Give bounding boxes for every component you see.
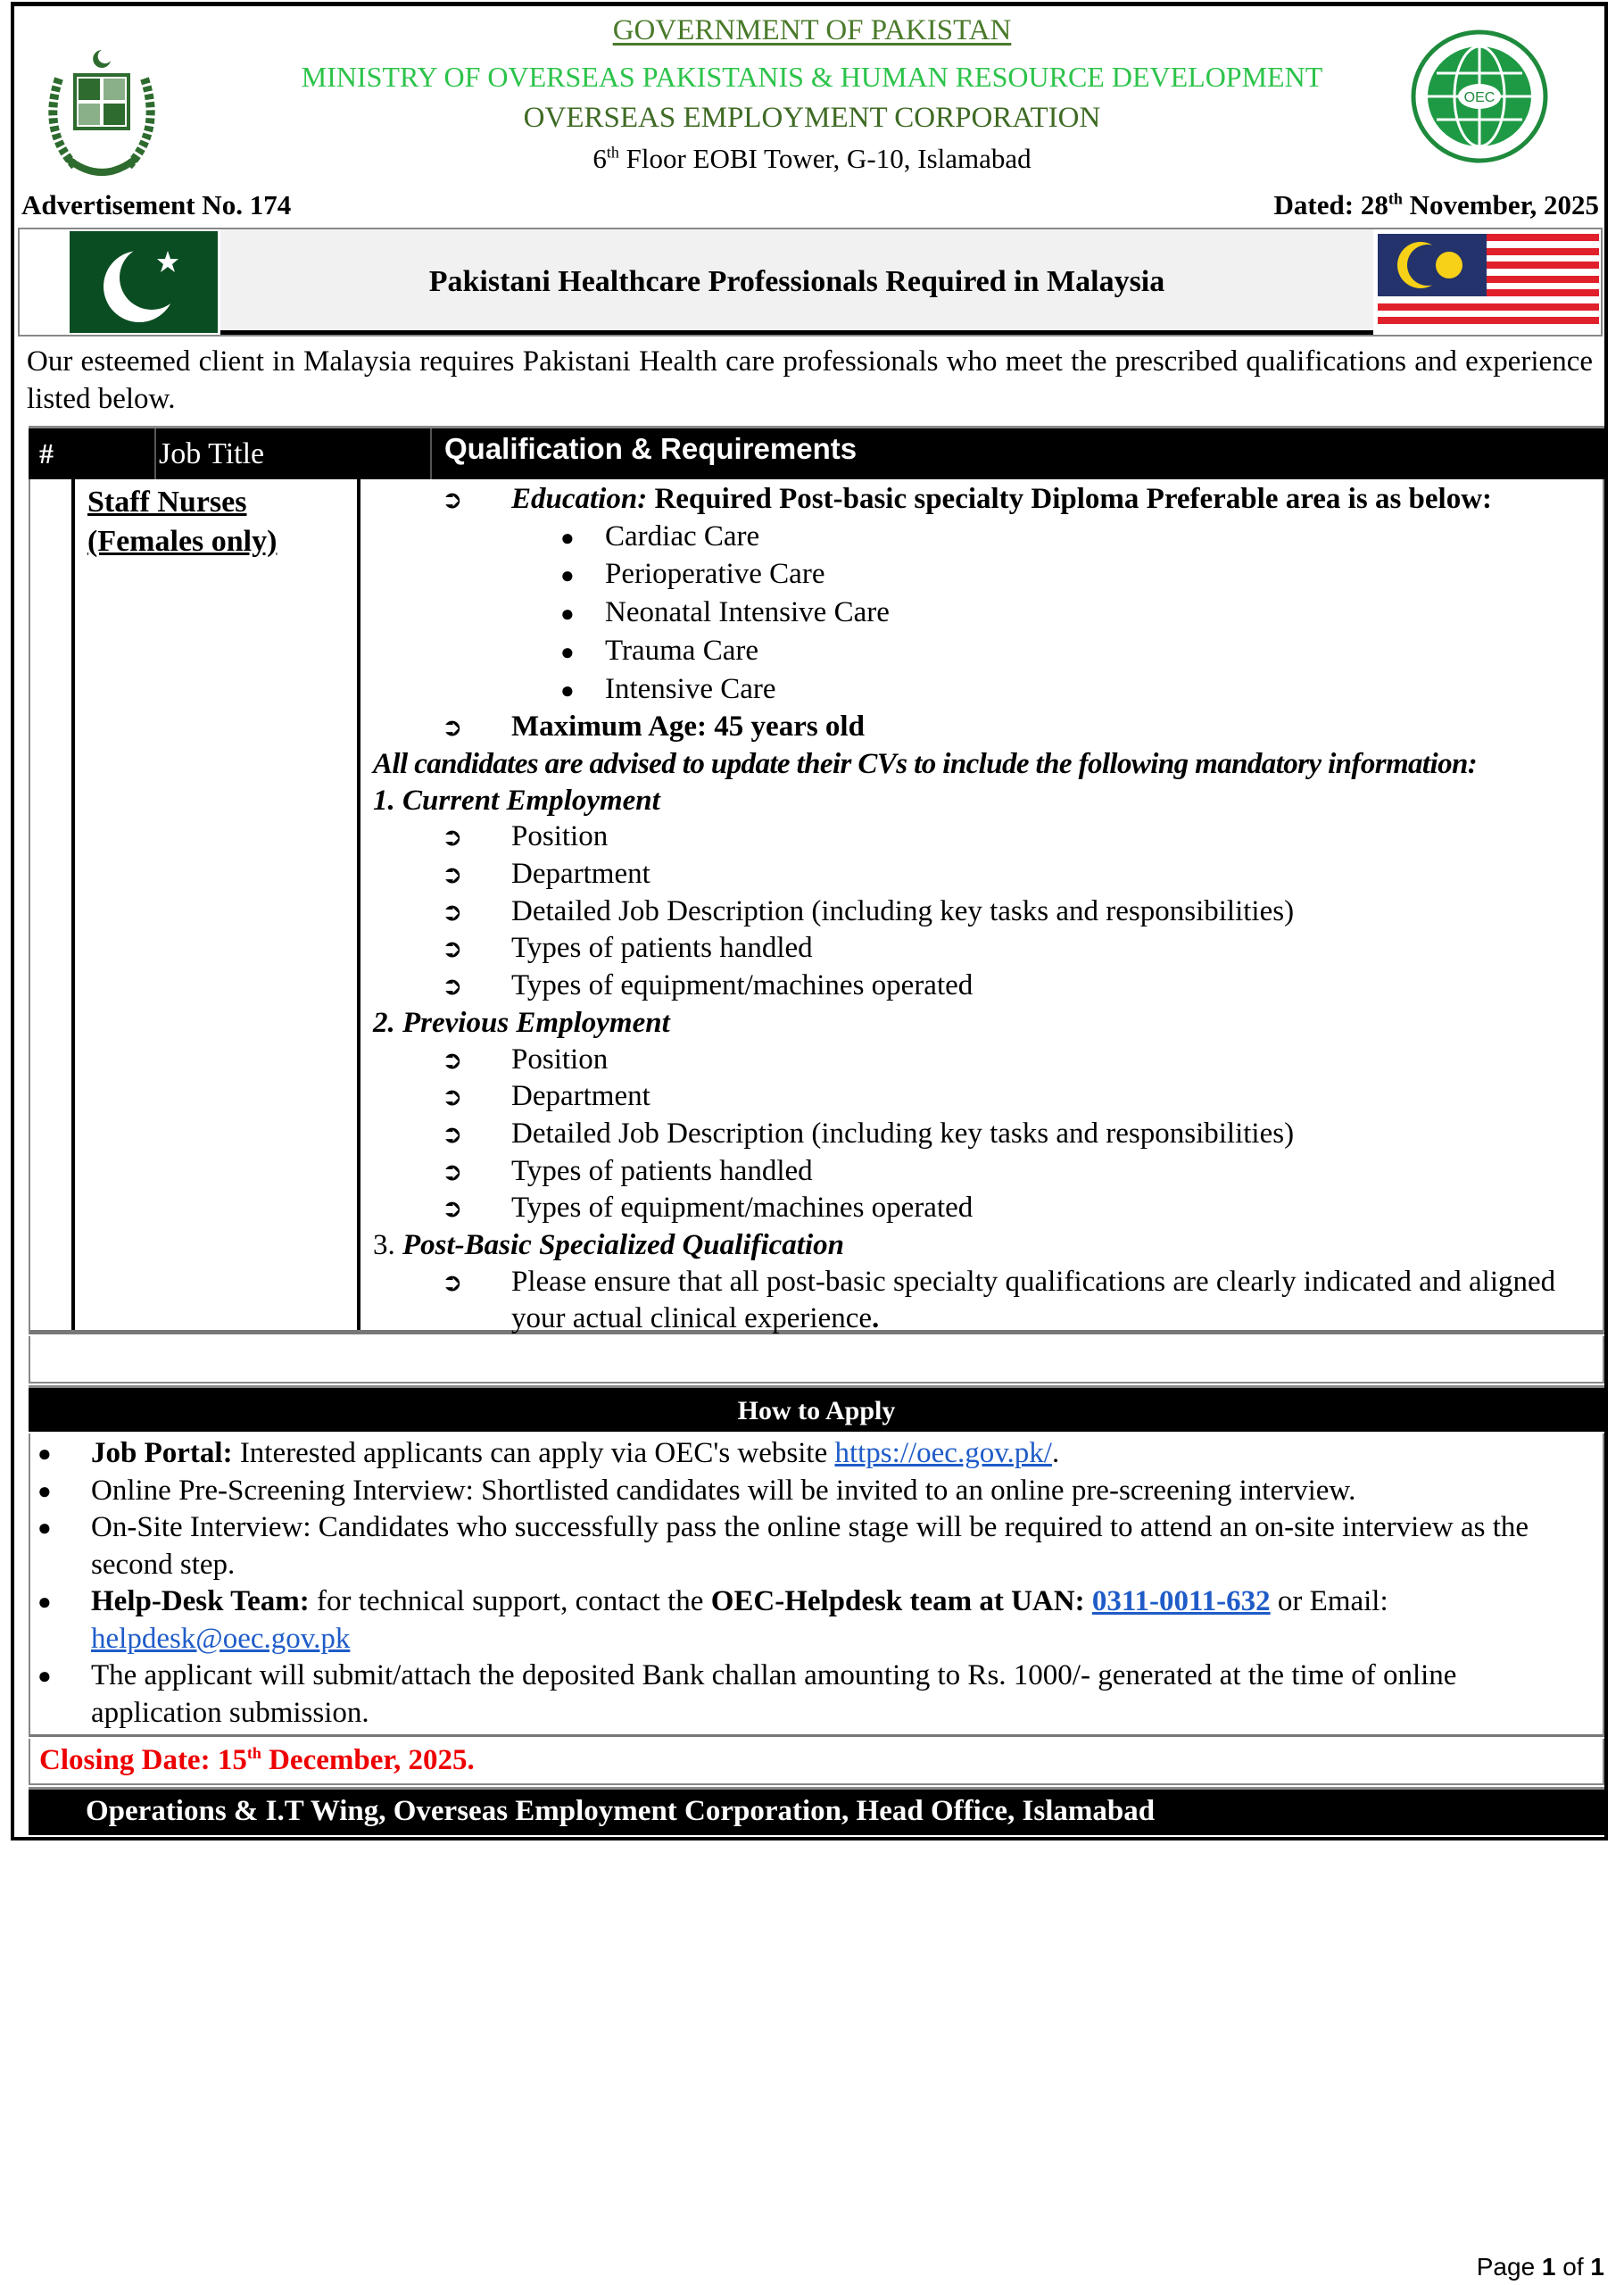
arrow-icon: ➲ xyxy=(442,1118,463,1149)
specialty-item xyxy=(373,594,1604,633)
how-to-apply-heading: How to Apply xyxy=(29,1385,1604,1432)
specialty-text: Neonatal Intensive Care xyxy=(605,596,890,629)
max-age-item xyxy=(373,709,1604,746)
how-to-apply-list xyxy=(29,1433,1604,1737)
specialty-item xyxy=(373,556,1604,594)
arrow-icon: ➲ xyxy=(442,1267,463,1297)
list-item xyxy=(30,1583,1603,1658)
item-text: Types of equipment/machines operated xyxy=(511,1192,974,1225)
page-number xyxy=(1477,2253,1604,2281)
header-number: # xyxy=(39,437,54,469)
item-text: Department xyxy=(511,1080,650,1113)
empty-row xyxy=(29,1336,1604,1383)
intro-paragraph: Our esteemed client in Malaysia requires Pakistani Health care professionals who meet the prescribed qualifications and experience listed below. xyxy=(27,345,1593,415)
malaysia-flag-icon xyxy=(1378,234,1599,330)
specialty-item xyxy=(373,671,1604,710)
arrow-icon: ➲ xyxy=(442,971,463,1001)
item-label: Help-Desk Team: xyxy=(91,1585,310,1617)
item-text: Online Pre-Screening Interview: Shortlisted candidates will be invited to an online pre-screening interview. xyxy=(91,1474,1356,1507)
corporation-heading: OVERSEAS EMPLOYMENT CORPORATION xyxy=(523,102,1101,134)
title-banner xyxy=(18,228,1603,337)
date-suffix: November, 2025 xyxy=(1402,189,1599,220)
section-number: 3. xyxy=(373,1229,395,1262)
page-prefix: Page xyxy=(1476,2253,1542,2281)
section-post-basic xyxy=(373,1227,1604,1264)
table-header xyxy=(29,426,1604,479)
item-label: Job Portal: xyxy=(91,1437,233,1469)
list-item xyxy=(373,930,1604,968)
item-text: Types of patients handled xyxy=(511,932,813,965)
job-title-cell xyxy=(87,483,277,561)
uan-phone-link[interactable]: 0311-0011-632 xyxy=(1091,1585,1271,1617)
item-text: Interested applicants can apply via OEC's website xyxy=(232,1437,835,1469)
arrow-icon: ➲ xyxy=(442,485,463,514)
job-title-line: (Females only) xyxy=(87,525,278,558)
bullet-icon: ● xyxy=(560,601,575,627)
item-text: On-Site Interview: Candidates who successfully pass the online stage will be required to attend an on-site interview as the second step. xyxy=(91,1511,1529,1581)
closing-prefix: Closing Date: 15 xyxy=(39,1744,247,1776)
item-text: Detailed Job Description (including key tasks and responsibilities) xyxy=(511,894,1295,927)
bullet-icon: ● xyxy=(37,1663,52,1689)
education-item xyxy=(373,481,1604,519)
specialty-item xyxy=(373,519,1604,557)
qualification-cell xyxy=(373,481,1604,1337)
bullet-icon: ● xyxy=(560,638,575,665)
page-mid: of xyxy=(1555,2253,1591,2281)
specialty-item xyxy=(373,633,1604,671)
ministry-heading: MINISTRY OF OVERSEAS PAKISTANIS & HUMAN RESOURCE DEVELOPMENT xyxy=(301,61,1323,93)
item-text: Position xyxy=(511,820,609,853)
item-text: or Email: xyxy=(1270,1585,1388,1617)
footer-text: Operations & I.T Wing, Overseas Employment Corporation, Head Office, Islamabad xyxy=(86,1795,1156,1827)
bullet-icon: ● xyxy=(560,524,575,551)
date xyxy=(1274,189,1599,221)
address-sup: th xyxy=(606,143,619,162)
list-item xyxy=(30,1435,1603,1473)
list-item xyxy=(373,1116,1604,1153)
item-text: Detailed Job Description (including key tasks and responsibilities) xyxy=(511,1117,1295,1150)
arrow-icon: ➲ xyxy=(442,1044,463,1075)
specialty-text: Trauma Care xyxy=(605,634,758,667)
arrow-icon: ➲ xyxy=(442,860,463,890)
advertisement-number: Advertisement No. 174 xyxy=(21,189,292,220)
arrow-icon: ➲ xyxy=(442,1193,463,1224)
list-item xyxy=(373,968,1604,1005)
banner-title: Pakistani Healthcare Professionals Required in Malaysia xyxy=(428,265,1165,298)
list-item xyxy=(30,1473,1603,1510)
header-job-title: Job Title xyxy=(159,437,265,470)
specialty-text: Intensive Care xyxy=(605,672,776,705)
address xyxy=(0,143,1624,175)
list-item xyxy=(30,1509,1603,1583)
list-item xyxy=(30,1658,1603,1732)
arrow-icon: ➲ xyxy=(442,712,463,743)
list-item xyxy=(373,1190,1604,1227)
date-sup: th xyxy=(1388,189,1403,208)
section-title: Post-Basic Specialized Qualification xyxy=(394,1229,844,1262)
section-current-employment: 1. Current Employment xyxy=(373,784,660,817)
item-text: Types of patients handled xyxy=(511,1154,813,1187)
table-row xyxy=(29,479,1604,1334)
pakistan-emblem-icon xyxy=(32,43,171,186)
oec-logo-icon xyxy=(1410,29,1549,164)
header-qualification: Qualification & Requirements xyxy=(444,432,858,465)
specialty-text: Perioperative Care xyxy=(605,558,825,591)
specialty-text: Cardiac Care xyxy=(605,519,760,553)
footer-bar xyxy=(29,1787,1604,1835)
bullet-icon: ● xyxy=(37,1477,52,1504)
max-age-text: Maximum Age: 45 years old xyxy=(511,710,865,744)
section-previous-employment: 2. Previous Employment xyxy=(373,1006,670,1039)
government-heading: GOVERNMENT OF PAKISTAN xyxy=(612,14,1012,46)
oec-website-link[interactable]: https://oec.gov.pk/ xyxy=(834,1437,1052,1469)
arrow-icon: ➲ xyxy=(442,1156,463,1186)
job-title-line: Staff Nurses xyxy=(87,486,247,519)
column-divider xyxy=(357,479,360,1330)
header-divider xyxy=(154,428,156,479)
list-item xyxy=(373,856,1604,893)
item-text: Department xyxy=(511,858,650,891)
bullet-icon: ● xyxy=(560,677,575,703)
page-current: 1 xyxy=(1541,2253,1556,2281)
bullet-icon: ● xyxy=(37,1589,52,1615)
arrow-icon: ➲ xyxy=(442,822,463,852)
list-item xyxy=(373,1042,1604,1079)
list-item xyxy=(373,1153,1604,1191)
header-divider xyxy=(430,428,432,479)
item-text: The applicant will submit/attach the deposited Bank challan amounting to Rs. 1000/- generated at the time of online application submission. xyxy=(91,1659,1457,1729)
item-end: . xyxy=(872,1302,880,1335)
list-item xyxy=(373,818,1604,856)
column-divider xyxy=(71,479,75,1330)
item-text: for technical support, contact the xyxy=(309,1585,711,1617)
education-text: Required Post-basic specialty Diploma Preferable area is as below: xyxy=(647,483,1493,515)
pakistan-flag-icon xyxy=(70,231,218,333)
helpdesk-email-link[interactable]: helpdesk@oec.gov.pk xyxy=(91,1622,351,1655)
closing-date xyxy=(39,1744,475,1777)
list-item xyxy=(373,1264,1604,1301)
item-text: Please ensure that all post-basic specialty qualifications are clearly indicated and aligned xyxy=(511,1265,1556,1298)
item-text: your actual clinical experience xyxy=(511,1302,873,1335)
closing-sup: th xyxy=(246,1744,261,1762)
arrow-icon: ➲ xyxy=(442,1082,463,1112)
closing-suffix: December, 2025. xyxy=(261,1744,475,1776)
item-text: Types of equipment/machines operated xyxy=(511,969,974,1002)
advisory-text: All candidates are advised to update their CVs to include the following mandatory information: xyxy=(373,747,1478,780)
item-end: . xyxy=(1051,1437,1060,1469)
bullet-icon: ● xyxy=(560,562,575,589)
closing-date-row xyxy=(29,1739,1604,1785)
item-bold: OEC-Helpdesk team at UAN: xyxy=(710,1585,1092,1617)
arrow-icon: ➲ xyxy=(442,896,463,926)
oec-logo-text: OEC xyxy=(1463,90,1496,105)
list-item-continued xyxy=(373,1300,1604,1337)
page-total: 1 xyxy=(1590,2253,1604,2281)
list-item xyxy=(373,893,1604,931)
arrow-icon: ➲ xyxy=(442,934,463,964)
item-text: Position xyxy=(511,1043,609,1076)
education-label: Education: xyxy=(511,483,648,515)
address-floor: 6 xyxy=(592,143,607,174)
address-rest: Floor EOBI Tower, G-10, Islamabad xyxy=(618,143,1032,174)
date-prefix: Dated: 28 xyxy=(1273,189,1388,220)
list-item xyxy=(373,1078,1604,1116)
bullet-icon: ● xyxy=(37,1515,52,1541)
bullet-icon: ● xyxy=(37,1441,52,1467)
